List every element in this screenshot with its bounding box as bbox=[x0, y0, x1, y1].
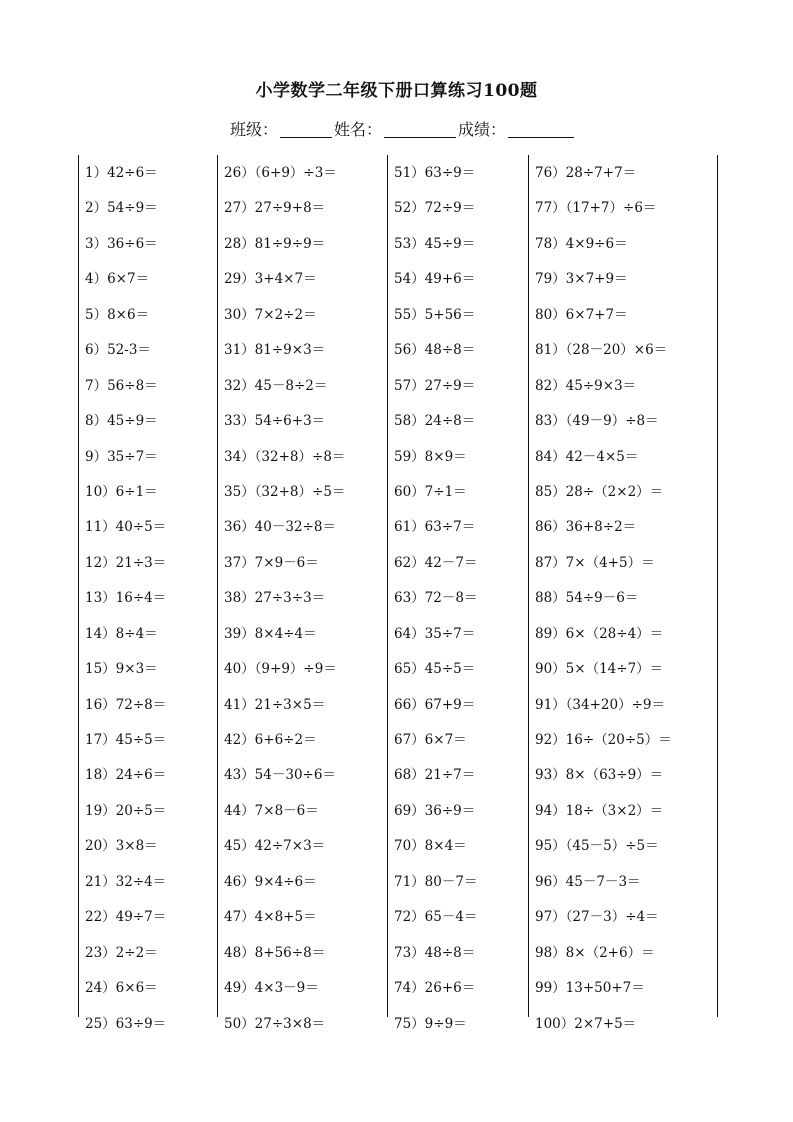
problem-item: 79）3×7+9＝ bbox=[535, 271, 628, 288]
problem-item: 4）6×7＝ bbox=[85, 271, 150, 288]
problem-column-4 bbox=[535, 155, 675, 1041]
problem-item: 47）4×8+5＝ bbox=[224, 909, 317, 926]
problem-item: 83）（49－9）÷8＝ bbox=[535, 413, 659, 430]
problem-item: 80）6×7+7＝ bbox=[535, 306, 628, 323]
problem-item: 85）28÷（2×2）＝ bbox=[535, 483, 664, 500]
problem-item: 44）7×8－6＝ bbox=[224, 802, 319, 819]
problem-item: 13）16÷4＝ bbox=[85, 590, 167, 607]
problem-item: 54）49+6＝ bbox=[394, 271, 476, 288]
problem-item: 64）35÷7＝ bbox=[394, 625, 476, 642]
problem-item: 61）63÷7＝ bbox=[394, 519, 476, 536]
problem-item: 52）72÷9＝ bbox=[394, 200, 476, 217]
problem-item: 20）3×8＝ bbox=[85, 838, 158, 855]
problem-item: 39）8×4÷4＝ bbox=[224, 625, 317, 642]
problem-item: 81）（28－20）×6＝ bbox=[535, 342, 668, 359]
problem-item: 62）42－7＝ bbox=[394, 554, 478, 571]
problem-item: 93）8×（63÷9）＝ bbox=[535, 767, 664, 784]
problem-item: 16）72÷8＝ bbox=[85, 696, 167, 713]
problem-item: 74）26+6＝ bbox=[394, 980, 476, 997]
problem-item: 48）8+56÷8＝ bbox=[224, 944, 326, 961]
column-divider bbox=[387, 155, 388, 1017]
problem-item: 94）18÷（3×2）＝ bbox=[535, 802, 664, 819]
problem-item: 21）32÷4＝ bbox=[85, 873, 167, 890]
student-info-line bbox=[230, 117, 576, 140]
problem-item: 38）27÷3÷3＝ bbox=[224, 590, 326, 607]
problem-item: 6）52-3＝ bbox=[85, 342, 151, 359]
problem-item: 12）21÷3＝ bbox=[85, 554, 167, 571]
problem-item: 95）（45－5）÷5＝ bbox=[535, 838, 659, 855]
problem-item: 88）54÷9－6＝ bbox=[535, 590, 639, 607]
problem-item: 42）6+6÷2＝ bbox=[224, 732, 317, 748]
problem-item: 96）45－7－3＝ bbox=[535, 873, 641, 890]
problem-item: 78）4×9÷6＝ bbox=[535, 235, 628, 252]
problem-item: 72）65－4＝ bbox=[394, 909, 478, 926]
problem-item: 58）24÷8＝ bbox=[394, 413, 476, 430]
problem-item: 33）54÷6+3＝ bbox=[224, 413, 326, 430]
problem-item: 97）（27－3）÷4＝ bbox=[535, 909, 659, 926]
problem-column-2 bbox=[224, 155, 364, 1041]
class-blank[interactable] bbox=[280, 119, 332, 138]
name-blank[interactable] bbox=[384, 119, 456, 138]
problem-item: 34）（32+8）÷8＝ bbox=[224, 448, 346, 465]
problem-item: 8）45÷9＝ bbox=[85, 413, 158, 430]
page-title: 小学数学二年级下册口算练习100题 bbox=[255, 81, 538, 101]
problem-item: 71）80－7＝ bbox=[394, 873, 478, 890]
problem-item: 69）36÷9＝ bbox=[394, 802, 476, 819]
problem-item: 82）45÷9×3＝ bbox=[535, 377, 637, 394]
problem-item: 24）6×6＝ bbox=[85, 980, 158, 997]
problem-item: 67）6×7＝ bbox=[394, 732, 467, 748]
problem-item: 2）54÷9＝ bbox=[85, 200, 158, 217]
problem-item: 84）42－4×5＝ bbox=[535, 448, 639, 465]
problem-item: 35）（32+8）÷5＝ bbox=[224, 483, 346, 500]
problem-item: 17）45÷5＝ bbox=[85, 732, 167, 748]
problem-item: 40）（9+9）÷9＝ bbox=[224, 661, 337, 678]
problem-item: 86）36+8÷2＝ bbox=[535, 519, 637, 536]
column-divider bbox=[717, 155, 718, 1017]
problem-item: 19）20÷5＝ bbox=[85, 802, 167, 819]
problem-item: 43）54－30÷6＝ bbox=[224, 767, 336, 784]
problem-item: 7）56÷8＝ bbox=[85, 377, 158, 394]
problem-item: 9）35÷7＝ bbox=[85, 448, 158, 465]
problem-item: 57）27÷9＝ bbox=[394, 377, 476, 394]
problem-item: 56）48÷8＝ bbox=[394, 342, 476, 359]
problem-item: 66）67+9＝ bbox=[394, 696, 476, 713]
problem-item: 26）（6+9）÷3＝ bbox=[224, 165, 337, 181]
problem-item: 14）8÷4＝ bbox=[85, 625, 158, 642]
score-label: 成绩： bbox=[458, 120, 507, 139]
problem-item: 46）9×4÷6＝ bbox=[224, 873, 317, 890]
column-divider bbox=[78, 155, 79, 1017]
problem-item: 99）13+50+7＝ bbox=[535, 980, 645, 997]
problem-item: 41）21÷3×5＝ bbox=[224, 696, 326, 713]
problem-item: 98）8×（2+6）＝ bbox=[535, 944, 655, 961]
problem-item: 15）9×3＝ bbox=[85, 661, 158, 678]
problem-column-1 bbox=[85, 155, 225, 1041]
problem-item: 10）6÷1＝ bbox=[85, 483, 158, 500]
problem-item: 45）42÷7×3＝ bbox=[224, 838, 326, 855]
problem-item: 37）7×9－6＝ bbox=[224, 554, 319, 571]
class-label: 班级： bbox=[230, 120, 279, 139]
problem-item: 53）45÷9＝ bbox=[394, 235, 476, 252]
problem-item: 100）2×7+5＝ bbox=[535, 1015, 637, 1032]
problem-item: 63）72－8＝ bbox=[394, 590, 478, 607]
problem-item: 87）7×（4+5）＝ bbox=[535, 554, 655, 571]
problem-item: 75）9÷9＝ bbox=[394, 1015, 467, 1032]
problem-item: 76）28÷7+7＝ bbox=[535, 165, 637, 181]
problem-item: 65）45÷5＝ bbox=[394, 661, 476, 678]
problem-item: 25）63÷9＝ bbox=[85, 1015, 167, 1032]
problem-item: 90）5×（14÷7）＝ bbox=[535, 661, 664, 678]
problem-item: 55）5+56＝ bbox=[394, 306, 476, 323]
problem-item: 29）3+4×7＝ bbox=[224, 271, 317, 288]
problem-item: 49）4×3－9＝ bbox=[224, 980, 319, 997]
problem-item: 70）8×4＝ bbox=[394, 838, 467, 855]
problem-item: 23）2÷2＝ bbox=[85, 944, 158, 961]
problem-item: 32）45－8÷2＝ bbox=[224, 377, 328, 394]
problem-item: 30）7×2÷2＝ bbox=[224, 306, 317, 323]
problem-item: 59）8×9＝ bbox=[394, 448, 467, 465]
problem-item: 92）16÷（20÷5）＝ bbox=[535, 732, 672, 748]
problem-item: 28）81÷9÷9＝ bbox=[224, 235, 326, 252]
problem-item: 18）24÷6＝ bbox=[85, 767, 167, 784]
problem-column-3 bbox=[394, 155, 534, 1041]
problem-item: 60）7÷1＝ bbox=[394, 483, 467, 500]
problem-item: 1）42÷6＝ bbox=[85, 165, 158, 181]
problem-item: 22）49÷7＝ bbox=[85, 909, 167, 926]
problem-item: 31）81÷9×3＝ bbox=[224, 342, 326, 359]
problem-item: 3）36÷6＝ bbox=[85, 235, 158, 252]
problem-item: 36）40－32÷8＝ bbox=[224, 519, 336, 536]
problem-item: 73）48÷8＝ bbox=[394, 944, 476, 961]
problem-item: 77）（17+7）÷6＝ bbox=[535, 200, 657, 217]
problem-item: 5）8×6＝ bbox=[85, 306, 150, 323]
problem-item: 50）27÷3×8＝ bbox=[224, 1015, 326, 1032]
problem-item: 11）40÷5＝ bbox=[85, 519, 167, 536]
problem-item: 27）27÷9+8＝ bbox=[224, 200, 326, 217]
problem-item: 68）21÷7＝ bbox=[394, 767, 476, 784]
problem-item: 51）63÷9＝ bbox=[394, 165, 476, 181]
problem-item: 91）（34+20）÷9＝ bbox=[535, 696, 665, 713]
score-blank[interactable] bbox=[508, 119, 574, 138]
problem-item: 89）6×（28÷4）＝ bbox=[535, 625, 664, 642]
name-label: 姓名： bbox=[334, 120, 383, 139]
